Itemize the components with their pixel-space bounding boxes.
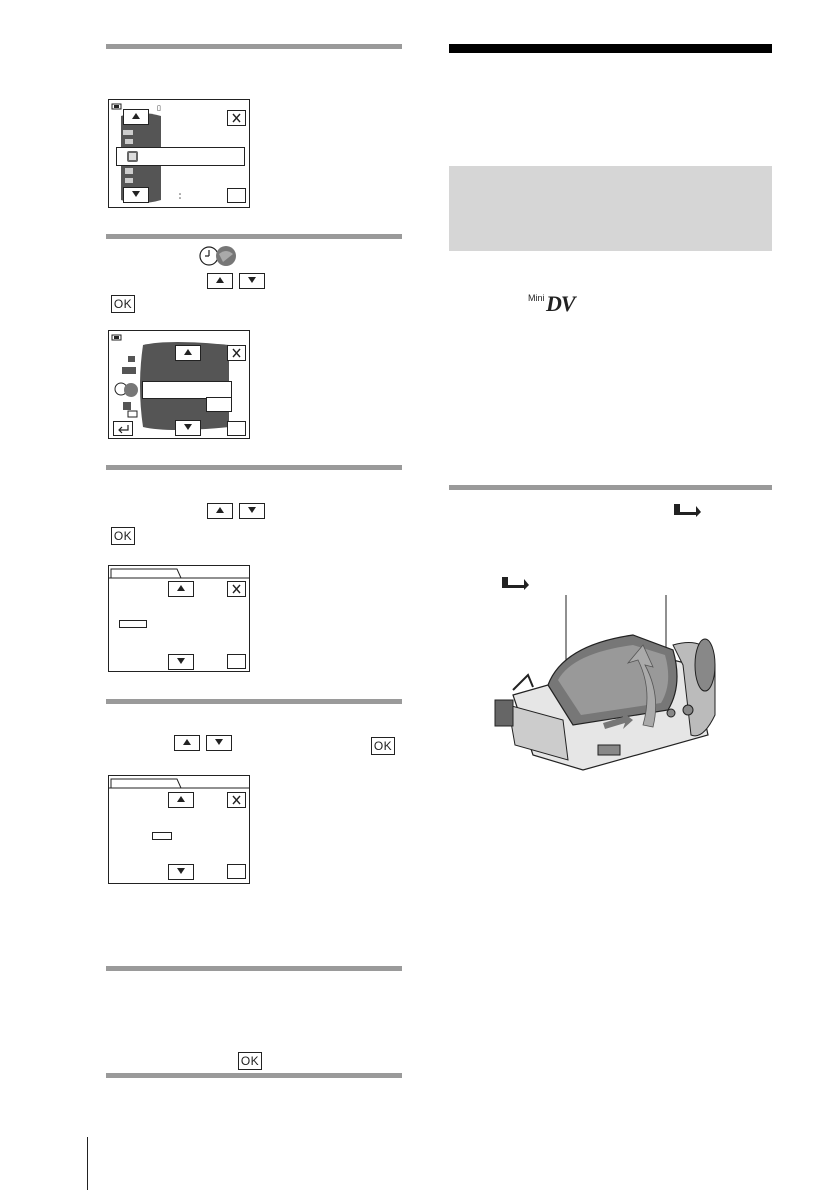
close-button[interactable]: [227, 110, 246, 126]
inline-up-button-2: [207, 273, 233, 289]
ok-button-blank-2[interactable]: [227, 421, 246, 436]
mini-dv-large-text: DV: [546, 291, 575, 316]
down-arrow-icon: [176, 867, 186, 875]
camcorder-illustration: [493, 595, 723, 785]
svg-text:▯: ▯: [157, 104, 161, 112]
down-arrow-icon: [176, 657, 186, 665]
down-arrow-icon: [214, 738, 224, 746]
step-r1-rule: [449, 485, 772, 490]
lcd-setting-screen-3: [108, 565, 250, 672]
inline-down-button-3: [239, 503, 265, 519]
setting-field-4[interactable]: [152, 832, 172, 840]
down-arrow-icon: [183, 423, 193, 431]
up-arrow-icon: [131, 112, 141, 120]
setting-up-button[interactable]: [168, 581, 194, 597]
up-arrow-icon: [215, 506, 225, 514]
mini-dv-small-text: Mini: [528, 293, 545, 303]
setting-field[interactable]: [119, 620, 147, 628]
clock-globe-icon: [197, 244, 243, 268]
step-1-rule: [106, 44, 402, 49]
eject-lever-icon-2: [500, 575, 530, 591]
inline-down-button-4: [206, 735, 232, 751]
end-rule: [106, 1073, 402, 1078]
screen-tab-4: [109, 776, 249, 790]
close-x-icon: [228, 111, 245, 125]
inline-up-button-3: [207, 503, 233, 519]
mini-dv-logo: [528, 293, 586, 315]
inline-down-button-2: [239, 273, 265, 289]
step-5-rule: [106, 966, 402, 971]
ok-button-blank-3[interactable]: [227, 654, 246, 669]
up-arrow-icon: [176, 584, 186, 592]
up-arrow-icon: [183, 348, 193, 356]
up-arrow-icon: [215, 276, 225, 284]
inline-ok-button-3: OK: [111, 527, 135, 545]
close-button-4[interactable]: [227, 792, 246, 808]
eject-lever-icon: [672, 502, 702, 518]
up-arrow-icon: [176, 795, 186, 803]
settings-menu-icon: [125, 148, 145, 165]
page-margin-line: [87, 1137, 88, 1190]
down-arrow-icon: [247, 506, 257, 514]
clock-down-button[interactable]: [175, 420, 201, 436]
down-arrow-icon: [247, 276, 257, 284]
menu-up-button[interactable]: [123, 109, 149, 125]
close-x-icon: [228, 793, 245, 807]
down-arrow-icon: [131, 190, 141, 198]
back-button[interactable]: [113, 421, 133, 436]
ok-button-blank[interactable]: [227, 188, 246, 203]
step-2-rule: [106, 234, 402, 239]
return-icon: [114, 422, 132, 435]
close-button-3[interactable]: [227, 581, 246, 597]
section-heading-bar: [449, 44, 772, 53]
setting-up-button-4[interactable]: [168, 792, 194, 808]
setting-down-button[interactable]: [168, 654, 194, 670]
step-3-rule: [106, 465, 402, 470]
clock-up-button[interactable]: [175, 345, 201, 361]
close-x-icon: [228, 582, 245, 596]
inline-ok-button-4: OK: [371, 737, 395, 755]
inline-ok-button-5: OK: [238, 1052, 262, 1070]
up-arrow-icon: [182, 738, 192, 746]
menu-down-button[interactable]: [123, 187, 149, 203]
selected-menu-row[interactable]: [116, 147, 245, 166]
inline-up-button-4: [174, 735, 200, 751]
lcd-menu-screen-1: [108, 99, 250, 208]
close-button-2[interactable]: [227, 345, 246, 361]
lcd-setting-screen-4: [108, 775, 250, 884]
lcd-menu-screen-2: [108, 330, 250, 439]
ok-button-blank-4[interactable]: [227, 864, 246, 879]
screen-tab: [109, 566, 249, 580]
step-4-rule: [106, 699, 402, 704]
clock-sub-option[interactable]: [206, 397, 232, 412]
close-x-icon: [228, 346, 245, 360]
setting-down-button-4[interactable]: [168, 864, 194, 880]
highlight-box: [449, 166, 772, 251]
inline-ok-button-2: OK: [111, 295, 135, 313]
